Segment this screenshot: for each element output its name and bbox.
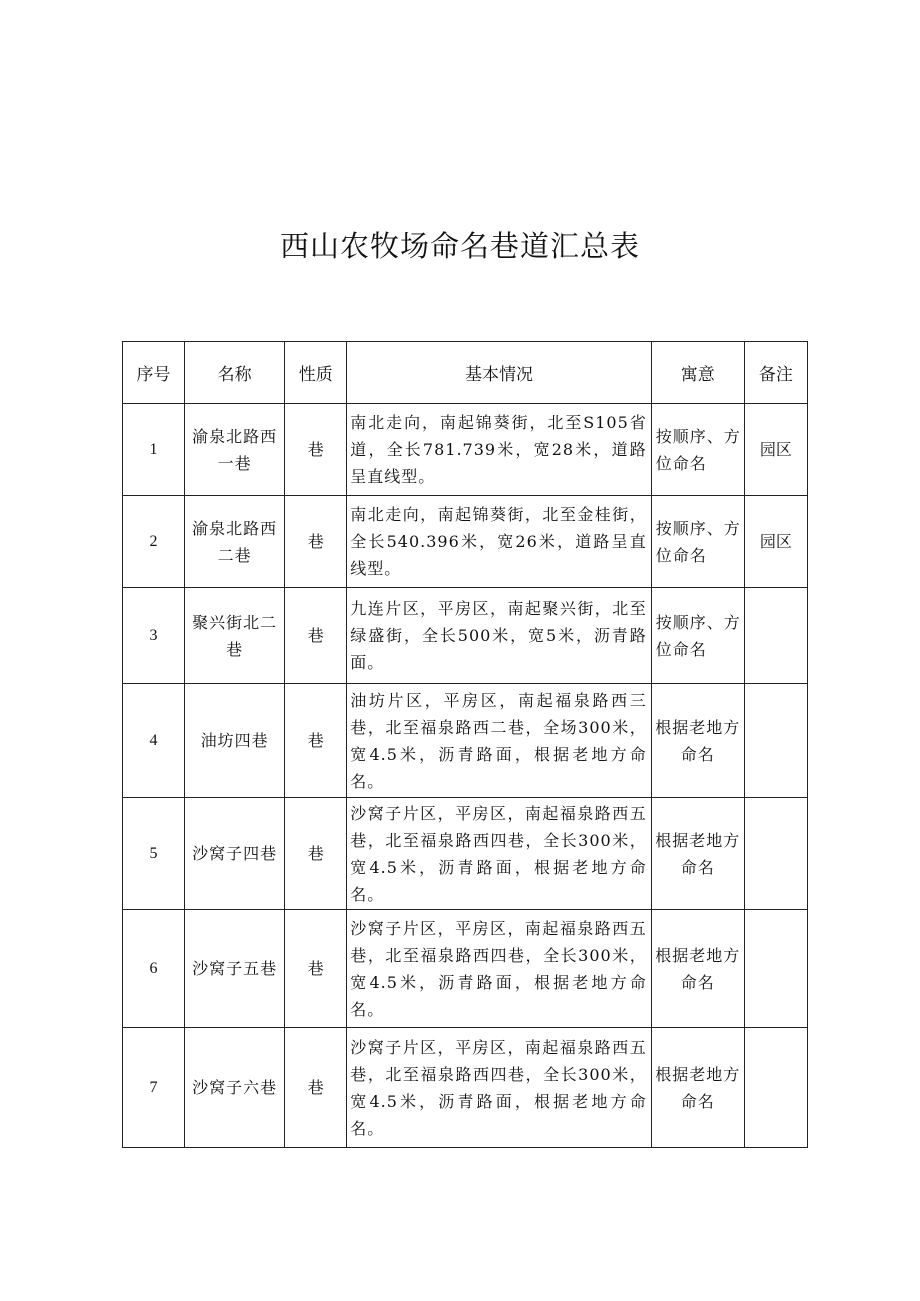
cell-remark: [744, 588, 807, 684]
cell-name: 油坊四巷: [185, 684, 285, 798]
header-name: 名称: [185, 342, 285, 404]
header-remark: 备注: [744, 342, 807, 404]
cell-meaning: 按顺序、方位命名: [651, 404, 744, 496]
cell-remark: 园区: [744, 496, 807, 588]
cell-seq: 1: [123, 404, 185, 496]
cell-name: 渝泉北路西一巷: [185, 404, 285, 496]
table-row: [123, 798, 808, 910]
cell-basic: 南北走向，南起锦葵街，北至金桂街，全长540.396米，宽26米，道路呈直线型。: [347, 496, 651, 588]
cell-meaning: 根据老地方命名: [651, 684, 744, 798]
cell-basic: 南北走向，南起锦葵街，北至S105省道，全长781.739米，宽28米，道路呈直线型。: [347, 404, 651, 496]
table-row: [123, 588, 808, 684]
cell-seq: 3: [123, 588, 185, 684]
cell-seq: 7: [123, 1028, 185, 1148]
header-nature: 性质: [285, 342, 347, 404]
cell-remark: [744, 1028, 807, 1148]
cell-meaning: 按顺序、方位命名: [651, 588, 744, 684]
table-row: [123, 910, 808, 1028]
cell-seq: 4: [123, 684, 185, 798]
header-row: [123, 342, 808, 404]
cell-meaning: 根据老地方命名: [651, 910, 744, 1028]
page-title: 西山农牧场命名巷道汇总表: [279, 229, 640, 263]
table-row: [123, 496, 808, 588]
cell-name: 沙窝子五巷: [185, 910, 285, 1028]
table-row: [123, 1028, 808, 1148]
cell-remark: [744, 910, 807, 1028]
table-row: [123, 404, 808, 496]
cell-basic: 九连片区，平房区，南起聚兴街，北至绿盛街，全长500米，宽5米，沥青路面。: [347, 588, 651, 684]
cell-nature: 巷: [285, 496, 347, 588]
cell-remark: 园区: [744, 404, 807, 496]
table-row: [123, 684, 808, 798]
header-meaning: 寓意: [651, 342, 744, 404]
cell-basic: 沙窝子片区，平房区，南起福泉路西五巷，北至福泉路西四巷，全长300米，宽4.5米，沥青路面，根据老地方命名。: [347, 1028, 651, 1148]
cell-nature: 巷: [285, 798, 347, 910]
cell-seq: 6: [123, 910, 185, 1028]
header-basic: 基本情况: [347, 342, 651, 404]
cell-basic: 油坊片区，平房区，南起福泉路西三巷，北至福泉路西二巷，全场300米，宽4.5米，沥青路面，根据老地方命名。: [347, 684, 651, 798]
cell-name: 沙窝子六巷: [185, 1028, 285, 1148]
cell-basic: 沙窝子片区，平房区，南起福泉路西五巷，北至福泉路西四巷，全长300米，宽4.5米，沥青路面，根据老地方命名。: [347, 798, 651, 910]
street-summary-table: [122, 341, 808, 1148]
cell-nature: 巷: [285, 910, 347, 1028]
cell-seq: 5: [123, 798, 185, 910]
cell-remark: [744, 684, 807, 798]
cell-nature: 巷: [285, 1028, 347, 1148]
cell-nature: 巷: [285, 588, 347, 684]
cell-name: 聚兴街北二巷: [185, 588, 285, 684]
cell-meaning: 按顺序、方位命名: [651, 496, 744, 588]
cell-name: 沙窝子四巷: [185, 798, 285, 910]
cell-nature: 巷: [285, 684, 347, 798]
cell-basic: 沙窝子片区，平房区，南起福泉路西五巷，北至福泉路西四巷，全长300米，宽4.5米，沥青路面，根据老地方命名。: [347, 910, 651, 1028]
cell-seq: 2: [123, 496, 185, 588]
cell-meaning: 根据老地方命名: [651, 1028, 744, 1148]
cell-meaning: 根据老地方命名: [651, 798, 744, 910]
cell-remark: [744, 798, 807, 910]
cell-nature: 巷: [285, 404, 347, 496]
header-seq: 序号: [123, 342, 185, 404]
cell-name: 渝泉北路西二巷: [185, 496, 285, 588]
